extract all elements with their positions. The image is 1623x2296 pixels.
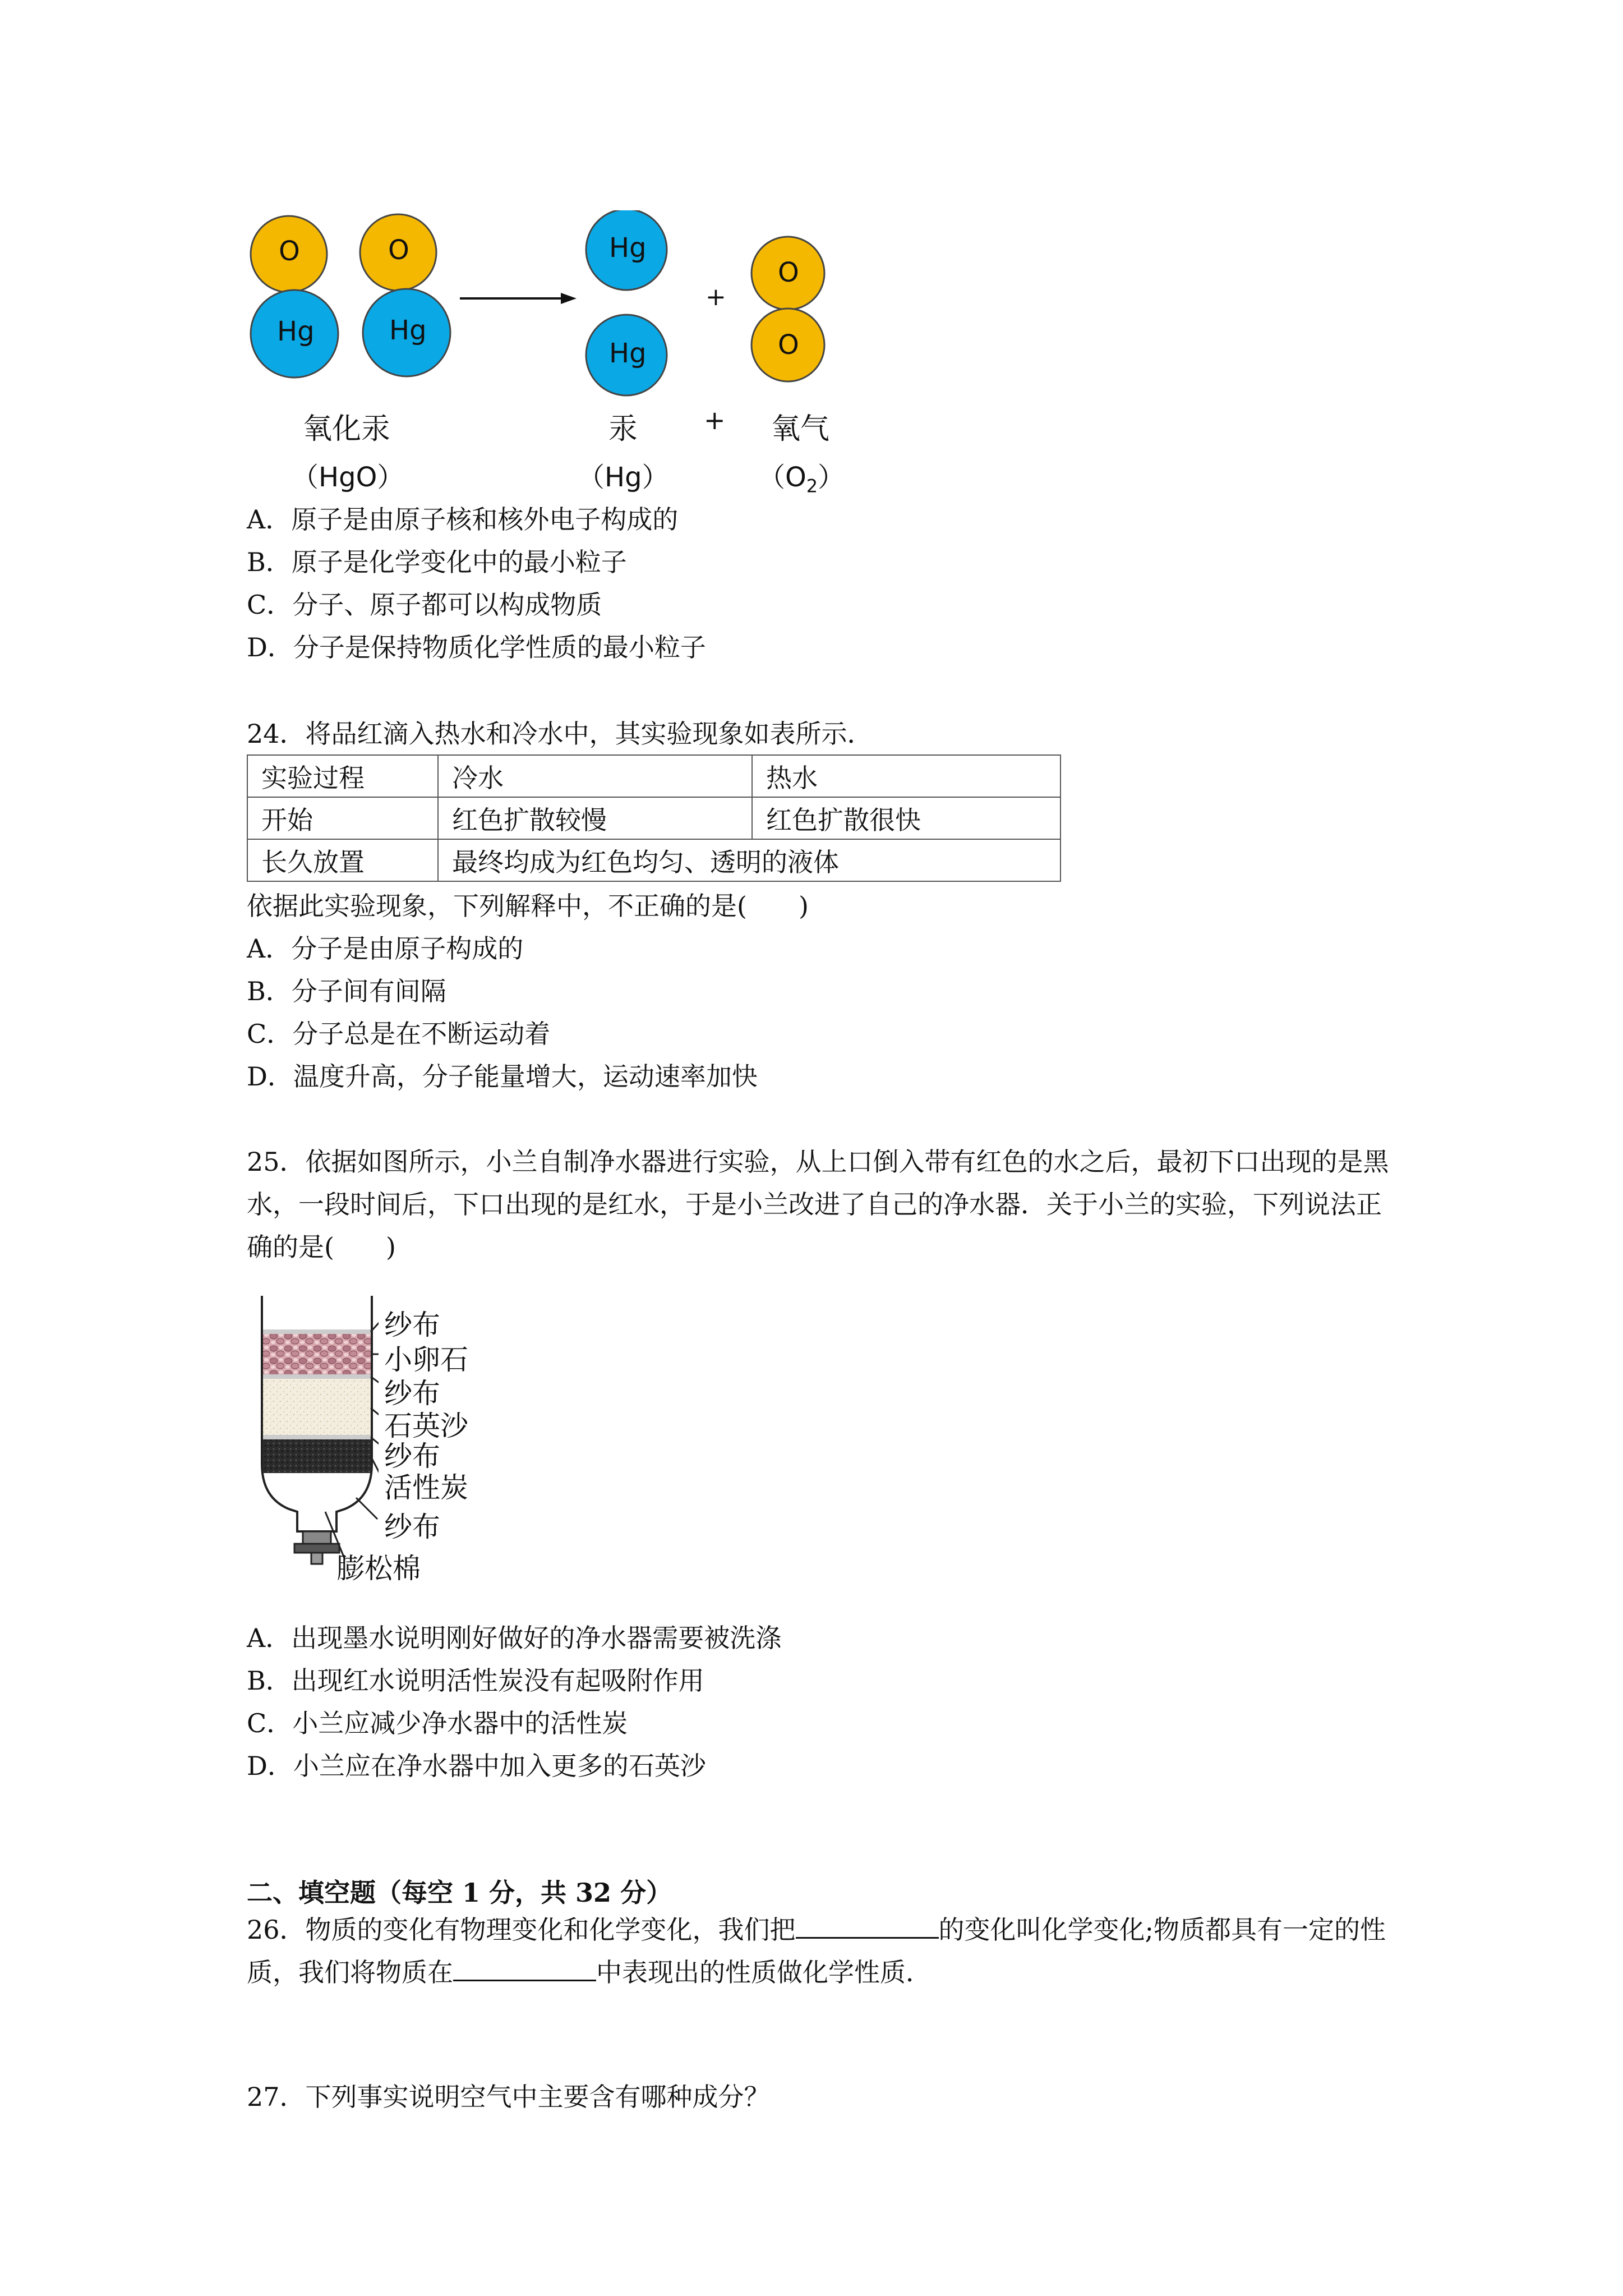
answer-blank[interactable]	[453, 1954, 596, 1981]
activated-carbon-layer	[263, 1439, 371, 1473]
table-row	[247, 797, 1061, 839]
formula-hgo: （HgO）	[292, 462, 404, 493]
q26-part3: 中表现出的性质做化学性质．	[596, 1957, 932, 1987]
atom-label-hg: Hg	[609, 338, 647, 369]
option-a: A．原子是由原子核和核外电子构成的	[247, 504, 679, 535]
gauze-layer	[263, 1329, 371, 1334]
option-d: D．温度升高，分子能量增大，运动速率加快	[247, 1061, 758, 1092]
option-c: C．分子、原子都可以构成物质	[247, 590, 602, 620]
formula-o2: $(O_2)$	[758, 462, 845, 497]
gauze-layer	[263, 1374, 371, 1379]
option-b: B．原子是化学变化中的最小粒子	[247, 547, 627, 577]
outlet-nozzle	[294, 1544, 339, 1553]
table-cell: 热水	[752, 755, 1061, 797]
table-cell: 开始	[247, 797, 438, 839]
option-c: C．分子总是在不断运动着	[247, 1019, 551, 1049]
formula-hg: （Hg）	[578, 462, 669, 493]
option-a: A．分子是由原子构成的	[247, 933, 524, 964]
section-heading: 二、填空题（每空 1 分，共 32 分）	[247, 1878, 672, 1908]
plus-sign: +	[706, 283, 726, 311]
arrowhead-icon	[561, 293, 577, 304]
atom-label-hg: Hg	[389, 315, 427, 346]
q26-part2: 的变化叫化学变化;物质都具有一定的性质，我们将物质在	[247, 1915, 1386, 1987]
table-cell: 长久放置	[247, 839, 438, 881]
filter-label-fluffy-cotton: 膨松棉	[336, 1552, 421, 1585]
plus-sign: +	[704, 405, 726, 435]
q24-question: 依据此实验现象，下列解释中，不正确的是( )	[247, 891, 809, 921]
table-row	[247, 755, 1061, 797]
quartz-sand-layer	[263, 1379, 371, 1435]
filter-label-pebbles: 小卵石	[384, 1343, 468, 1376]
filter-label-activated-carbon: 活性炭	[384, 1471, 468, 1504]
q25-stem: 25．依据如图所示，小兰自制净水器进行实验，从上口倒入带有红色的水之后，最初下口出现的是黑水，一段时间后，下口出现的是红水，于是小兰改进了自己的净水器．关于小兰的实验，下列说法正确的是( )	[247, 1147, 1389, 1262]
filter-label-gauze: 纱布	[384, 1309, 440, 1341]
outlet-nozzle	[311, 1553, 322, 1564]
q26-part1: 26．物质的变化有物理变化和化学变化，我们把	[247, 1915, 796, 1945]
atom-label-o: O	[388, 234, 409, 266]
filter-label-gauze: 纱布	[384, 1440, 440, 1473]
q24-stem: 24．将品红滴入热水和冷水中，其实验现象如表所示．	[247, 719, 873, 749]
filter-label-gauze: 纱布	[384, 1511, 440, 1543]
table-row	[247, 839, 1061, 881]
option-d: D．小兰应在净水器中加入更多的石英沙	[247, 1751, 706, 1781]
filter-label-gauze: 纱布	[384, 1377, 440, 1410]
element-name-hg: 汞	[608, 412, 638, 446]
atom-label-hg: Hg	[609, 232, 647, 264]
table-cell: 红色扩散较慢	[438, 797, 752, 839]
table-cell: 实验过程	[247, 755, 438, 797]
table-cell: 最终均成为红色均匀、透明的液体	[438, 839, 1061, 881]
answer-blank[interactable]	[796, 1911, 939, 1939]
table-cell: 冷水	[438, 755, 752, 797]
q27-stem: 27．下列事实说明空气中主要含有哪种成分？	[247, 2082, 770, 2112]
hgo-molecule-diagram	[241, 210, 880, 401]
atom-label-o: O	[778, 257, 799, 288]
compound-name-hgo: 氧化汞	[303, 412, 391, 446]
option-b: B．出现红水说明活性炭没有起吸附作用	[247, 1665, 704, 1696]
element-name-o2: 氧气	[771, 412, 830, 446]
option-b: B．分子间有间隔	[247, 976, 446, 1006]
option-d: D．分子是保持物质化学性质的最小粒子	[247, 632, 706, 662]
table-cell: 红色扩散很快	[752, 797, 1061, 839]
option-c: C．小兰应减少净水器中的活性炭	[247, 1708, 628, 1738]
gauze-layer	[263, 1435, 371, 1439]
pebble-layer	[263, 1334, 371, 1374]
atom-label-hg: Hg	[277, 316, 315, 347]
q26-text	[247, 1908, 1391, 1994]
option-a: A．出现墨水说明刚好做好的净水器需要被洗涤	[247, 1623, 782, 1653]
atom-label-o: O	[279, 236, 300, 267]
atom-label-o: O	[778, 329, 799, 361]
pointer-line	[356, 1498, 377, 1519]
experiment-table	[247, 754, 1061, 882]
water-filter-diagram	[255, 1296, 379, 1565]
outlet-nozzle	[303, 1531, 331, 1544]
filter-label-quartz-sand: 石英沙	[384, 1410, 468, 1442]
